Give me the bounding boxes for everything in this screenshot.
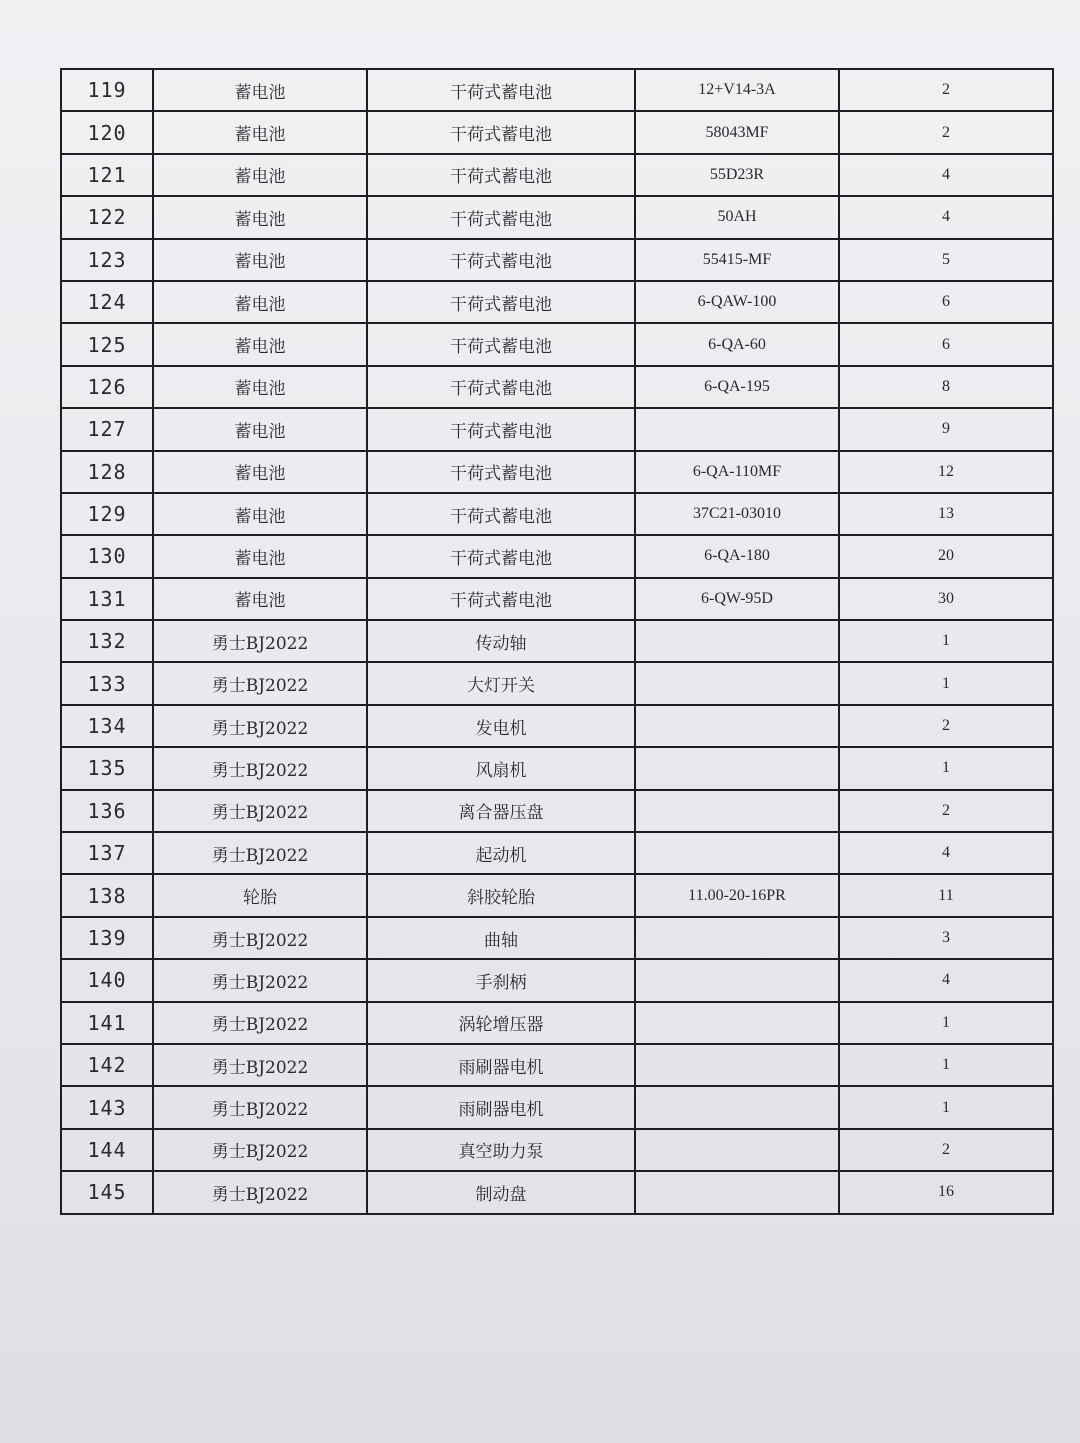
cell-quantity: 4 [839,154,1053,196]
table-row [61,239,1053,281]
table-row [61,1129,1053,1171]
cell-item-name: 干荷式蓄电池 [367,451,635,493]
table-row [61,493,1053,535]
cell-category: 蓄电池 [153,493,367,535]
table-row [61,747,1053,789]
cell-quantity: 2 [839,111,1053,153]
cell-item-name: 制动盘 [367,1171,635,1213]
cell-item-name: 涡轮增压器 [367,1002,635,1044]
cell-model: 55415-MF [635,239,839,281]
cell-serial-number: 134 [61,705,153,747]
cell-quantity: 6 [839,281,1053,323]
cell-model: 6-QW-95D [635,578,839,620]
cell-item-name: 干荷式蓄电池 [367,69,635,111]
cell-serial-number: 135 [61,747,153,789]
cell-model [635,1002,839,1044]
cell-item-name: 干荷式蓄电池 [367,111,635,153]
cell-category: 勇士BJ2022 [153,620,367,662]
cell-item-name: 干荷式蓄电池 [367,535,635,577]
cell-item-name: 大灯开关 [367,662,635,704]
cell-serial-number: 131 [61,578,153,620]
cell-model [635,1129,839,1171]
table-row [61,874,1053,916]
table-row [61,451,1053,493]
cell-serial-number: 129 [61,493,153,535]
cell-serial-number: 132 [61,620,153,662]
cell-category: 勇士BJ2022 [153,1086,367,1128]
document-sheet [60,68,1052,1215]
cell-item-name: 干荷式蓄电池 [367,154,635,196]
cell-item-name: 曲轴 [367,917,635,959]
cell-item-name: 雨刷器电机 [367,1044,635,1086]
cell-model: 6-QA-60 [635,323,839,365]
cell-quantity: 2 [839,1129,1053,1171]
table-row [61,323,1053,365]
cell-serial-number: 133 [61,662,153,704]
table-row [61,662,1053,704]
cell-serial-number: 142 [61,1044,153,1086]
cell-serial-number: 123 [61,239,153,281]
cell-serial-number: 119 [61,69,153,111]
cell-serial-number: 126 [61,366,153,408]
table-row [61,832,1053,874]
cell-quantity: 2 [839,705,1053,747]
cell-serial-number: 141 [61,1002,153,1044]
cell-serial-number: 120 [61,111,153,153]
cell-model [635,959,839,1001]
table-row [61,578,1053,620]
cell-category: 蓄电池 [153,535,367,577]
cell-category: 勇士BJ2022 [153,790,367,832]
cell-serial-number: 137 [61,832,153,874]
cell-serial-number: 145 [61,1171,153,1213]
cell-quantity: 6 [839,323,1053,365]
table-row [61,408,1053,450]
cell-quantity: 20 [839,535,1053,577]
cell-item-name: 风扇机 [367,747,635,789]
table-row [61,705,1053,747]
cell-category: 蓄电池 [153,323,367,365]
table-row [61,69,1053,111]
cell-model [635,917,839,959]
cell-category: 蓄电池 [153,239,367,281]
cell-category: 蓄电池 [153,281,367,323]
cell-model [635,1086,839,1128]
cell-category: 蓄电池 [153,366,367,408]
cell-category: 勇士BJ2022 [153,1171,367,1213]
cell-serial-number: 143 [61,1086,153,1128]
cell-item-name: 干荷式蓄电池 [367,493,635,535]
cell-model: 58043MF [635,111,839,153]
cell-item-name: 干荷式蓄电池 [367,408,635,450]
cell-quantity: 16 [839,1171,1053,1213]
cell-quantity: 30 [839,578,1053,620]
cell-serial-number: 140 [61,959,153,1001]
cell-category: 勇士BJ2022 [153,662,367,704]
cell-model: 6-QA-195 [635,366,839,408]
cell-quantity: 1 [839,620,1053,662]
table-row [61,620,1053,662]
cell-serial-number: 130 [61,535,153,577]
cell-item-name: 发电机 [367,705,635,747]
cell-model [635,747,839,789]
cell-item-name: 起动机 [367,832,635,874]
cell-model [635,790,839,832]
cell-category: 蓄电池 [153,408,367,450]
cell-category: 蓄电池 [153,196,367,238]
cell-category: 勇士BJ2022 [153,747,367,789]
cell-model: 55D23R [635,154,839,196]
table-row [61,1044,1053,1086]
cell-quantity: 11 [839,874,1053,916]
cell-item-name: 真空助力泵 [367,1129,635,1171]
table-body [61,69,1053,1214]
cell-serial-number: 121 [61,154,153,196]
table-row [61,535,1053,577]
cell-quantity: 4 [839,196,1053,238]
cell-category: 蓄电池 [153,69,367,111]
cell-item-name: 手刹柄 [367,959,635,1001]
cell-category: 蓄电池 [153,111,367,153]
table-row [61,1171,1053,1213]
cell-item-name: 离合器压盘 [367,790,635,832]
cell-item-name: 斜胶轮胎 [367,874,635,916]
cell-quantity: 3 [839,917,1053,959]
table-row [61,281,1053,323]
cell-item-name: 干荷式蓄电池 [367,323,635,365]
table-row [61,959,1053,1001]
cell-serial-number: 136 [61,790,153,832]
cell-model [635,1044,839,1086]
cell-category: 勇士BJ2022 [153,917,367,959]
cell-model: 12+V14-3A [635,69,839,111]
cell-serial-number: 144 [61,1129,153,1171]
cell-item-name: 干荷式蓄电池 [367,366,635,408]
cell-serial-number: 127 [61,408,153,450]
cell-model [635,832,839,874]
cell-model [635,620,839,662]
cell-model: 6-QA-110MF [635,451,839,493]
cell-category: 蓄电池 [153,154,367,196]
cell-quantity: 12 [839,451,1053,493]
table-row [61,1002,1053,1044]
cell-quantity: 1 [839,747,1053,789]
cell-quantity: 9 [839,408,1053,450]
cell-quantity: 1 [839,1086,1053,1128]
cell-model [635,705,839,747]
cell-category: 勇士BJ2022 [153,959,367,1001]
cell-quantity: 1 [839,1002,1053,1044]
cell-model: 11.00-20-16PR [635,874,839,916]
cell-item-name: 传动轴 [367,620,635,662]
cell-quantity: 2 [839,69,1053,111]
cell-serial-number: 128 [61,451,153,493]
cell-category: 勇士BJ2022 [153,1044,367,1086]
cell-serial-number: 122 [61,196,153,238]
cell-quantity: 4 [839,832,1053,874]
cell-item-name: 雨刷器电机 [367,1086,635,1128]
inventory-table [60,68,1054,1215]
cell-model: 6-QA-180 [635,535,839,577]
cell-model [635,662,839,704]
cell-serial-number: 139 [61,917,153,959]
cell-serial-number: 138 [61,874,153,916]
cell-category: 勇士BJ2022 [153,1129,367,1171]
cell-quantity: 2 [839,790,1053,832]
cell-serial-number: 125 [61,323,153,365]
cell-quantity: 8 [839,366,1053,408]
table-row [61,196,1053,238]
cell-quantity: 1 [839,1044,1053,1086]
table-row [61,154,1053,196]
cell-item-name: 干荷式蓄电池 [367,281,635,323]
cell-model: 50AH [635,196,839,238]
table-row [61,366,1053,408]
table-row [61,1086,1053,1128]
cell-model: 6-QAW-100 [635,281,839,323]
cell-quantity: 1 [839,662,1053,704]
cell-item-name: 干荷式蓄电池 [367,196,635,238]
cell-model [635,408,839,450]
cell-serial-number: 124 [61,281,153,323]
cell-category: 轮胎 [153,874,367,916]
cell-category: 勇士BJ2022 [153,705,367,747]
cell-quantity: 13 [839,493,1053,535]
cell-category: 蓄电池 [153,451,367,493]
cell-item-name: 干荷式蓄电池 [367,578,635,620]
cell-quantity: 5 [839,239,1053,281]
cell-category: 蓄电池 [153,578,367,620]
cell-model: 37C21-03010 [635,493,839,535]
cell-item-name: 干荷式蓄电池 [367,239,635,281]
table-row [61,917,1053,959]
cell-quantity: 4 [839,959,1053,1001]
table-row [61,111,1053,153]
cell-model [635,1171,839,1213]
cell-category: 勇士BJ2022 [153,832,367,874]
cell-category: 勇士BJ2022 [153,1002,367,1044]
table-row [61,790,1053,832]
